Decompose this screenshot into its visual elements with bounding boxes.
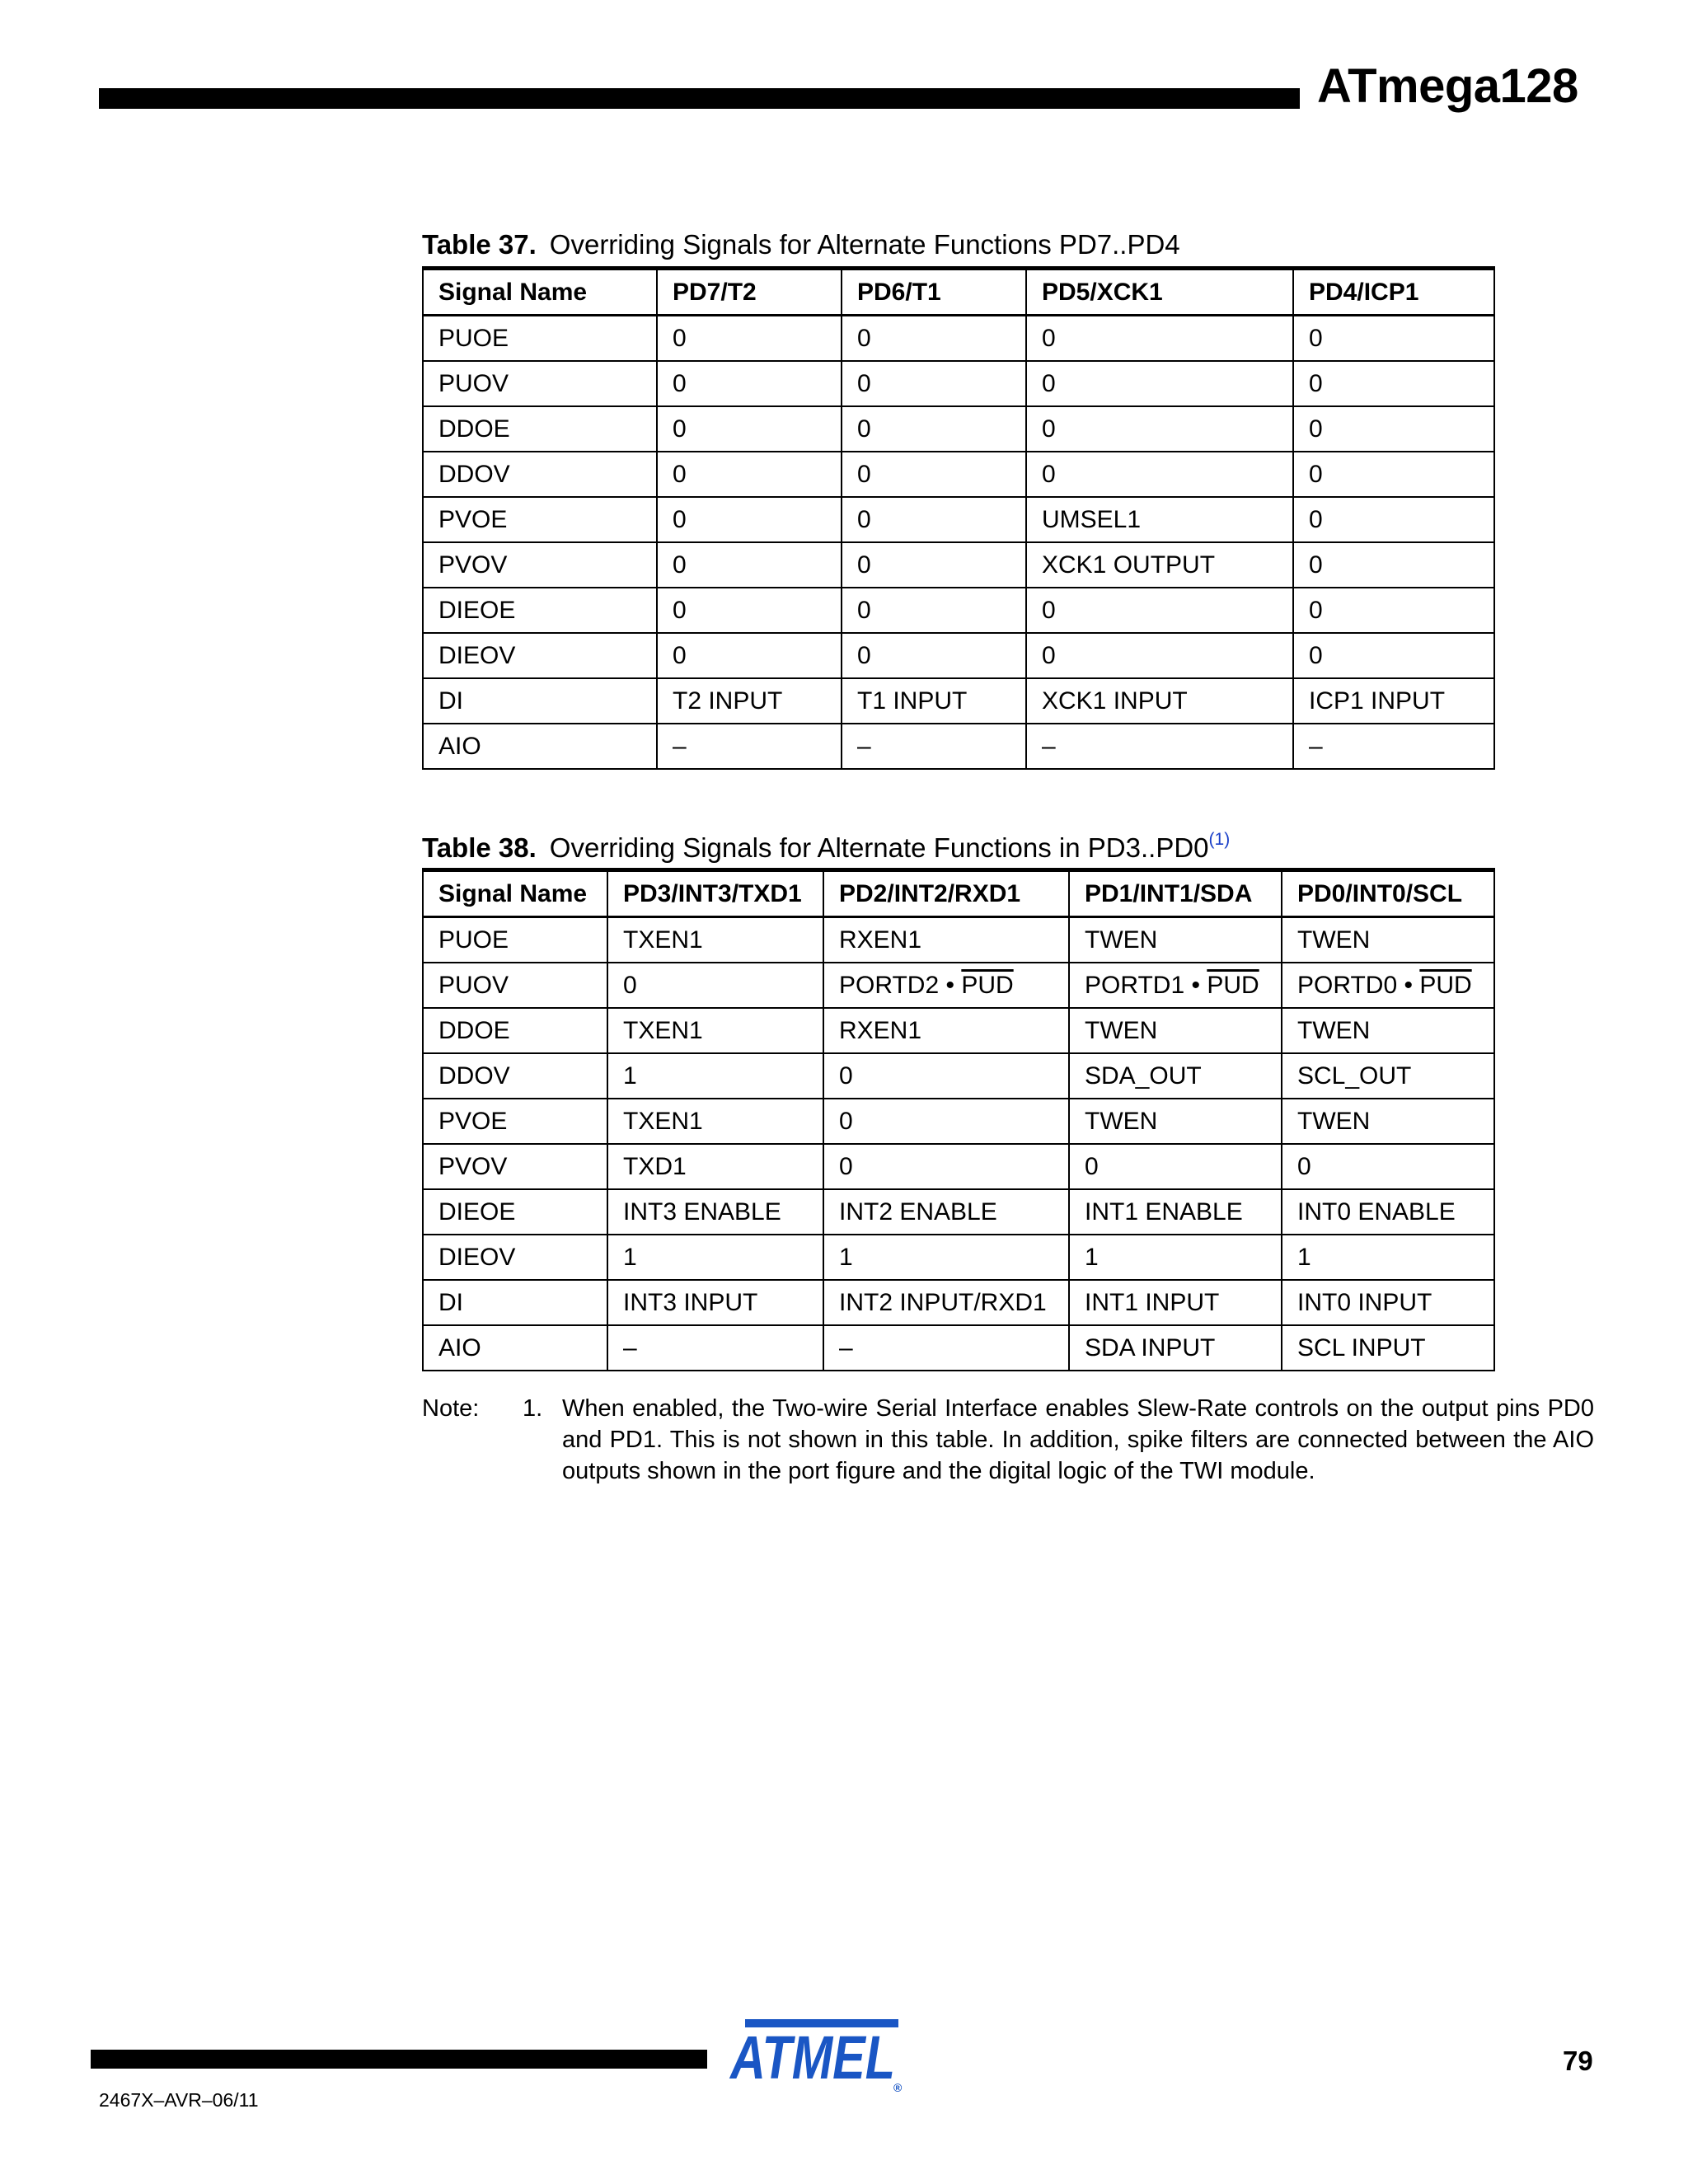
note-text: When enabled, the Two-wire Serial Interface enables Slew-Rate controls on the output pins PD0 and PD1. This is not shown in this table. In addition, spike filters are connected between the AIO outputs shown in the port figure and the digital logic of the TWI module. [562,1395,1594,1484]
table38-signal-name-cell: PVOE [423,1099,607,1144]
table37-row [423,316,1494,362]
table38-value-cell: 1 [823,1235,1069,1280]
table38-caption [422,831,1230,861]
table37-value-cell: 0 [657,406,842,452]
table37-signal-name-cell: PUOV [423,361,657,406]
table38-signal-name-cell: DI [423,1280,607,1325]
atmel-logo [725,2016,905,2093]
table38-header-cell: Signal Name [423,870,607,917]
table37-value-cell: 0 [1293,497,1494,542]
table38-value-cell: – [607,1325,823,1371]
table38-value-cell: SDA_OUT [1069,1053,1282,1099]
table37-signal-name-cell: DIEOE [423,588,657,633]
table38-header-cell: PD1/INT1/SDA [1069,870,1282,917]
table38-value-cell: TXEN1 [607,1008,823,1053]
table37-value-cell: 0 [657,633,842,678]
table38-value-cell: RXEN1 [823,917,1069,963]
logo-wordmark: ATMEL [729,2023,895,2092]
table37-value-cell: T1 INPUT [842,678,1026,724]
table37-value-cell: 0 [1293,316,1494,362]
table38-value-cell: 1 [607,1235,823,1280]
table38-signal-name-cell: PUOV [423,963,607,1008]
table37-value-cell: 0 [657,588,842,633]
table37-value-cell: 0 [1026,316,1293,362]
table37-value-cell: 0 [657,452,842,497]
table37-header-cell: Signal Name [423,269,657,316]
table38-caption-label: Table 38. [422,832,537,863]
table37-row [423,678,1494,724]
table38-note-ref: (1) [1208,830,1231,849]
table37-value-cell: 0 [1293,452,1494,497]
table37-signal-name-cell: DIEOV [423,633,657,678]
table38-row [423,1099,1494,1144]
table37-value-cell: ICP1 INPUT [1293,678,1494,724]
table37-row [423,361,1494,406]
table37-value-cell: – [657,724,842,769]
table37-value-cell: 0 [842,497,1026,542]
table37-signal-name-cell: PVOE [423,497,657,542]
table38-value-cell: SCL_OUT [1282,1053,1494,1099]
table37-row [423,497,1494,542]
table38-value-cell: PORTD0 • $\overline{PUD}$ [1282,963,1494,1008]
table38-header-cell: PD2/INT2/RXD1 [823,870,1069,917]
table38-value-cell: INT2 ENABLE [823,1189,1069,1235]
table37 [422,266,1495,770]
table38-signal-name-cell: PVOV [423,1144,607,1189]
table37-value-cell: – [842,724,1026,769]
table38 [422,868,1495,1371]
table38-signal-name-cell: DDOE [423,1008,607,1053]
table37-value-cell: XCK1 INPUT [1026,678,1293,724]
table38-signal-name-cell: DIEOE [423,1189,607,1235]
table38-value-cell: INT3 ENABLE [607,1189,823,1235]
registered-mark-icon: ® [893,2081,903,2093]
table37-value-cell: 0 [1026,633,1293,678]
table38-header-cell: PD0/INT0/SCL [1282,870,1494,917]
table38-row [423,963,1494,1008]
table38-value-cell: 0 [607,963,823,1008]
table38-value-cell: SCL INPUT [1282,1325,1494,1371]
table37-value-cell: XCK1 OUTPUT [1026,542,1293,588]
table38-value-cell: 1 [1069,1235,1282,1280]
table38-header-cell: PD3/INT3/TXD1 [607,870,823,917]
table38-value-cell: TWEN [1069,1008,1282,1053]
table37-header-cell: PD5/XCK1 [1026,269,1293,316]
table38-value-cell: RXEN1 [823,1008,1069,1053]
table38-row [423,1325,1494,1371]
table38-signal-name-cell: DIEOV [423,1235,607,1280]
table37-signal-name-cell: AIO [423,724,657,769]
table38-value-cell: INT2 INPUT/RXD1 [823,1280,1069,1325]
table37-value-cell: 0 [842,316,1026,362]
table38-row [423,1144,1494,1189]
note-number: 1. [523,1395,543,1422]
table37-value-cell: 0 [1026,406,1293,452]
table37-value-cell: 0 [842,361,1026,406]
table37-value-cell: 0 [842,633,1026,678]
table37-header-row [423,269,1494,316]
table37-value-cell: 0 [1293,361,1494,406]
table38-value-cell: – [823,1325,1069,1371]
table37-value-cell: 0 [657,497,842,542]
table38-value-cell: PORTD1 • $\overline{PUD}$ [1069,963,1282,1008]
table37-signal-name-cell: DI [423,678,657,724]
table37-caption-label: Table 37. [422,229,537,260]
table38-value-cell: 0 [823,1099,1069,1144]
table37-value-cell: 0 [1026,588,1293,633]
table37-header-cell: PD7/T2 [657,269,842,316]
table38-row [423,1189,1494,1235]
table38-signal-name-cell: DDOV [423,1053,607,1099]
header-rule [99,88,1300,109]
table38-value-cell: TXD1 [607,1144,823,1189]
table37-value-cell: 0 [842,406,1026,452]
table37-value-cell: 0 [1293,406,1494,452]
table38-value-cell: INT3 INPUT [607,1280,823,1325]
table37-row [423,406,1494,452]
table38-value-cell: 0 [1069,1144,1282,1189]
table38-row [423,1280,1494,1325]
table38-value-cell: 0 [1282,1144,1494,1189]
footer-rule [91,2050,707,2069]
table38-value-cell: INT0 INPUT [1282,1280,1494,1325]
table37-caption-text: Overriding Signals for Alternate Functions PD7..PD4 [549,229,1180,260]
table37-header-cell: PD6/T1 [842,269,1026,316]
table38-value-cell: TWEN [1069,917,1282,963]
table38-value-cell: 1 [1282,1235,1494,1280]
table38-value-cell: 1 [607,1053,823,1099]
table38-value-cell: TXEN1 [607,917,823,963]
table37-caption [422,231,1180,258]
pud-overline: $\overline{PUD}$ [1207,971,1259,999]
table38-caption-text: Overriding Signals for Alternate Functions in PD3..PD0 [549,832,1209,863]
table38-value-cell: TXEN1 [607,1099,823,1144]
table37-value-cell: 0 [1026,361,1293,406]
table38-row [423,1008,1494,1053]
table38-value-cell: TWEN [1282,1099,1494,1144]
table37-value-cell: 0 [1293,588,1494,633]
table37-value-cell: UMSEL1 [1026,497,1293,542]
table37-signal-name-cell: DDOV [423,452,657,497]
table37-value-cell: – [1026,724,1293,769]
table38-value-cell: TWEN [1282,917,1494,963]
table37-row [423,588,1494,633]
table38-value-cell: INT1 INPUT [1069,1280,1282,1325]
note-label: Note: [422,1395,480,1422]
table37-value-cell: 0 [657,361,842,406]
table37-signal-name-cell: PUOE [423,316,657,362]
table38-value-cell: 0 [823,1053,1069,1099]
table38-value-cell: 0 [823,1144,1069,1189]
table38-signal-name-cell: AIO [423,1325,607,1371]
table37-value-cell: 0 [657,316,842,362]
table37-value-cell: 0 [657,542,842,588]
table37-value-cell: 0 [842,542,1026,588]
pud-overline: $\overline{PUD}$ [961,971,1014,999]
document-title: ATmega128 [1317,59,1578,113]
table37-header-cell: PD4/ICP1 [1293,269,1494,316]
table38-row [423,1053,1494,1099]
table38-value-cell: INT1 ENABLE [1069,1189,1282,1235]
table37-row [423,452,1494,497]
table37-signal-name-cell: PVOV [423,542,657,588]
table38-header-row [423,870,1494,917]
table37-value-cell: T2 INPUT [657,678,842,724]
table38-value-cell: TWEN [1069,1099,1282,1144]
table38-row [423,917,1494,963]
table37-value-cell: 0 [842,588,1026,633]
table-note [422,1393,1594,1487]
table38-row [423,1235,1494,1280]
table37-value-cell: 0 [1026,452,1293,497]
table38-value-cell: SDA INPUT [1069,1325,1282,1371]
table38-value-cell: PORTD2 • $\overline{PUD}$ [823,963,1069,1008]
table37-value-cell: 0 [1293,542,1494,588]
table37-signal-name-cell: DDOE [423,406,657,452]
table37-value-cell: 0 [842,452,1026,497]
table38-value-cell: INT0 ENABLE [1282,1189,1494,1235]
page-number: 79 [1563,2046,1593,2076]
table38-value-cell: TWEN [1282,1008,1494,1053]
document-code: 2467X–AVR–06/11 [99,2089,259,2111]
table38-signal-name-cell: PUOE [423,917,607,963]
table37-value-cell: – [1293,724,1494,769]
pud-overline: $\overline{PUD}$ [1419,971,1472,999]
table37-row [423,633,1494,678]
table37-value-cell: 0 [1293,633,1494,678]
table37-row [423,724,1494,769]
table37-row [423,542,1494,588]
